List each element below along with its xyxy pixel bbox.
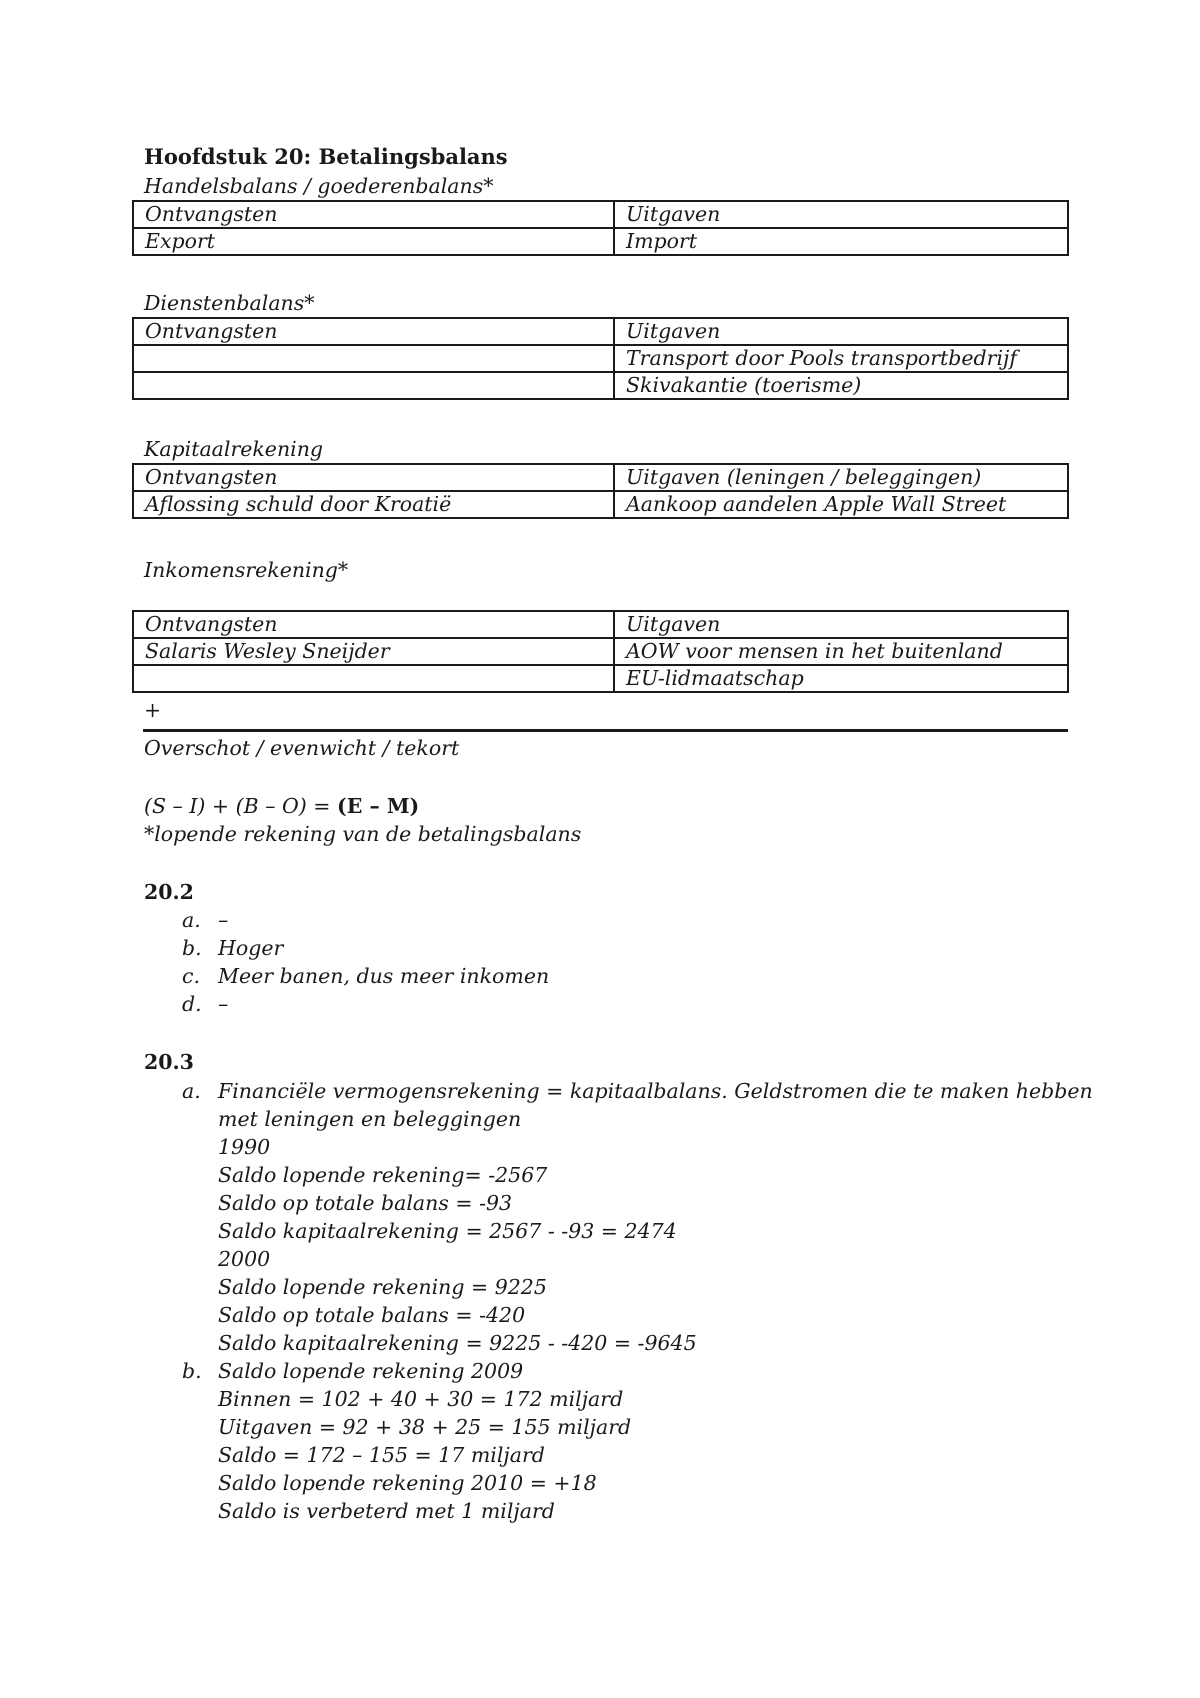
table-cell: AOW voor mensen in het buitenland bbox=[614, 638, 1068, 665]
table-row bbox=[133, 464, 1068, 491]
table-cell: EU-lidmaatschap bbox=[614, 665, 1068, 692]
answer-line: Saldo op totale balans = -93 bbox=[218, 1191, 513, 1215]
answer-line: Saldo lopende rekening = 9225 bbox=[218, 1275, 547, 1299]
table-cell: Import bbox=[614, 228, 1068, 255]
table-cell bbox=[133, 665, 614, 692]
list-label: d. bbox=[182, 992, 202, 1016]
sum-plus-sign: + bbox=[144, 698, 162, 722]
table-cell: Export bbox=[133, 228, 614, 255]
list-label: c. bbox=[182, 964, 200, 988]
list-item: – bbox=[218, 992, 229, 1016]
kapitaalrekening-table bbox=[132, 463, 1069, 519]
answer-line: Saldo kapitaalrekening = 2567 - -93 = 2474 bbox=[218, 1219, 677, 1243]
formula bbox=[144, 792, 419, 820]
table-row bbox=[133, 638, 1068, 665]
table-cell: Aankoop aandelen Apple Wall Street bbox=[614, 491, 1068, 518]
table-row bbox=[133, 201, 1068, 228]
table-cell: Uitgaven bbox=[614, 611, 1068, 638]
table-cell: Uitgaven bbox=[614, 201, 1068, 228]
table-cell: Ontvangsten bbox=[133, 464, 614, 491]
table-row bbox=[133, 372, 1068, 399]
table-cell: Uitgaven (leningen / beleggingen) bbox=[614, 464, 1068, 491]
list-label: b. bbox=[182, 936, 202, 960]
kapitaalrekening-heading: Kapitaalrekening bbox=[144, 437, 324, 461]
table-row bbox=[133, 611, 1068, 638]
formula-right: (E – M) bbox=[337, 794, 420, 818]
page-title: Hoofdstuk 20: Betalingsbalans bbox=[144, 144, 508, 169]
handelsbalans-table bbox=[132, 200, 1069, 256]
table-cell: Ontvangsten bbox=[133, 611, 614, 638]
table-row bbox=[133, 228, 1068, 255]
answer-line: Saldo lopende rekening= -2567 bbox=[218, 1163, 548, 1187]
answer-line: 2000 bbox=[218, 1247, 271, 1271]
sum-result: Overschot / evenwicht / tekort bbox=[144, 736, 460, 760]
table-cell: Uitgaven bbox=[614, 318, 1068, 345]
table-cell: Skivakantie (toerisme) bbox=[614, 372, 1068, 399]
answer-line: Saldo lopende rekening 2010 = +18 bbox=[218, 1471, 597, 1495]
inkomensrekening-table bbox=[132, 610, 1069, 693]
answer-line: Saldo kapitaalrekening = 9225 - -420 = -9645 bbox=[218, 1331, 697, 1355]
question-20-3-heading: 20.3 bbox=[144, 1050, 194, 1074]
table-cell bbox=[133, 345, 614, 372]
list-item: Hoger bbox=[218, 936, 284, 960]
table-row bbox=[133, 318, 1068, 345]
answer-line: Saldo = 172 – 155 = 17 miljard bbox=[218, 1443, 545, 1467]
handelsbalans-heading: Handelsbalans / goederenbalans* bbox=[144, 174, 494, 198]
dienstenbalans-heading: Dienstenbalans* bbox=[144, 291, 315, 315]
answer-line: Saldo op totale balans = -420 bbox=[218, 1303, 526, 1327]
table-cell: Ontvangsten bbox=[133, 318, 614, 345]
list-label: b. bbox=[182, 1359, 202, 1383]
answer-line: Saldo lopende rekening 2009 bbox=[218, 1359, 524, 1383]
answer-line: Binnen = 102 + 40 + 30 = 172 miljard bbox=[218, 1387, 624, 1411]
table-cell: Aflossing schuld door Kroatië bbox=[133, 491, 614, 518]
table-cell: Salaris Wesley Sneijder bbox=[133, 638, 614, 665]
list-item: – bbox=[218, 908, 229, 932]
inkomensrekening-heading: Inkomensrekening* bbox=[144, 558, 349, 582]
list-item: Meer banen, dus meer inkomen bbox=[218, 964, 550, 988]
answer-line: met leningen en beleggingen bbox=[218, 1107, 522, 1131]
sum-line bbox=[143, 729, 1068, 732]
question-20-2-heading: 20.2 bbox=[144, 880, 194, 904]
table-row bbox=[133, 491, 1068, 518]
formula-note: *lopende rekening van de betalingsbalans bbox=[144, 822, 582, 846]
dienstenbalans-table bbox=[132, 317, 1069, 400]
answer-line: 1990 bbox=[218, 1135, 271, 1159]
table-cell bbox=[133, 372, 614, 399]
answer-line: Saldo is verbeterd met 1 miljard bbox=[218, 1499, 555, 1523]
table-cell: Ontvangsten bbox=[133, 201, 614, 228]
list-label: a. bbox=[182, 1079, 201, 1103]
table-row bbox=[133, 665, 1068, 692]
table-cell: Transport door Pools transportbedrijf bbox=[614, 345, 1068, 372]
table-row bbox=[133, 345, 1068, 372]
answer-line: Uitgaven = 92 + 38 + 25 = 155 miljard bbox=[218, 1415, 632, 1439]
list-label: a. bbox=[182, 908, 201, 932]
formula-left: (S – I) + (B – O) = bbox=[144, 794, 337, 818]
answer-line: Financiële vermogensrekening = kapitaalbalans. Geldstromen die te maken hebben bbox=[218, 1079, 1093, 1103]
